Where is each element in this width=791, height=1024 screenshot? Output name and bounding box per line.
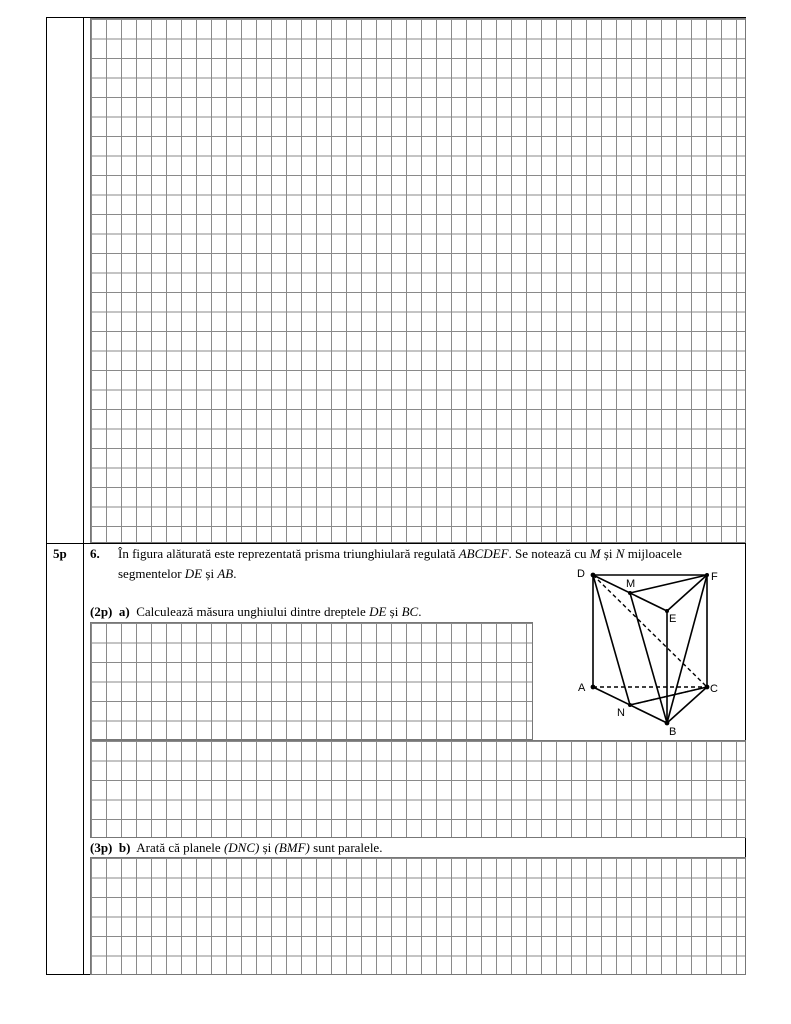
label-E: E xyxy=(669,613,677,625)
answer-grid-previous[interactable] xyxy=(90,18,746,543)
score-column-divider xyxy=(83,17,84,975)
segment-DC-hidden xyxy=(593,575,707,687)
segment-DN xyxy=(593,575,630,705)
label-N: N xyxy=(617,707,625,719)
answer-grid-part-a-lower[interactable] xyxy=(90,740,746,838)
problem-score: 5p xyxy=(53,546,67,561)
prism-solid-edges xyxy=(593,575,707,723)
prism-vertices xyxy=(591,573,710,726)
vertex-F xyxy=(705,573,709,577)
vertex-D xyxy=(591,573,596,578)
vertex-M xyxy=(628,591,632,595)
vertex-N xyxy=(628,703,632,707)
vertex-C xyxy=(705,685,710,690)
label-F: F xyxy=(711,571,718,583)
part-b-prompt: (3p) b) Arată că planele (DNC) și (BMF) sunt paralele. xyxy=(90,840,383,855)
problem-statement-line2: segmentelor DE și AB. xyxy=(118,566,237,581)
problem-statement-line1: În figura alăturată este reprezentată prisma triunghiulară regulată ABCDEF. Se notează cu M și N mijloacele xyxy=(118,546,682,561)
label-A: A xyxy=(578,682,586,694)
label-D: D xyxy=(577,568,585,580)
prism-figure xyxy=(565,565,730,740)
answer-grid-part-b[interactable] xyxy=(90,857,746,975)
vertex-B xyxy=(665,721,670,726)
vertex-A xyxy=(591,685,596,690)
segment-NC xyxy=(630,687,707,705)
part-a-prompt: (2p) a) Calculează măsura unghiului dintre dreptele DE și BC. xyxy=(90,604,422,619)
segment-BF xyxy=(667,575,707,723)
label-M: M xyxy=(626,578,636,590)
answer-grid-part-a-upper[interactable] xyxy=(90,622,533,740)
segment-MF xyxy=(630,575,707,593)
label-C: C xyxy=(710,683,718,695)
label-B: B xyxy=(669,726,677,738)
problem-number: 6. xyxy=(90,546,100,561)
problem-separator xyxy=(46,543,746,544)
